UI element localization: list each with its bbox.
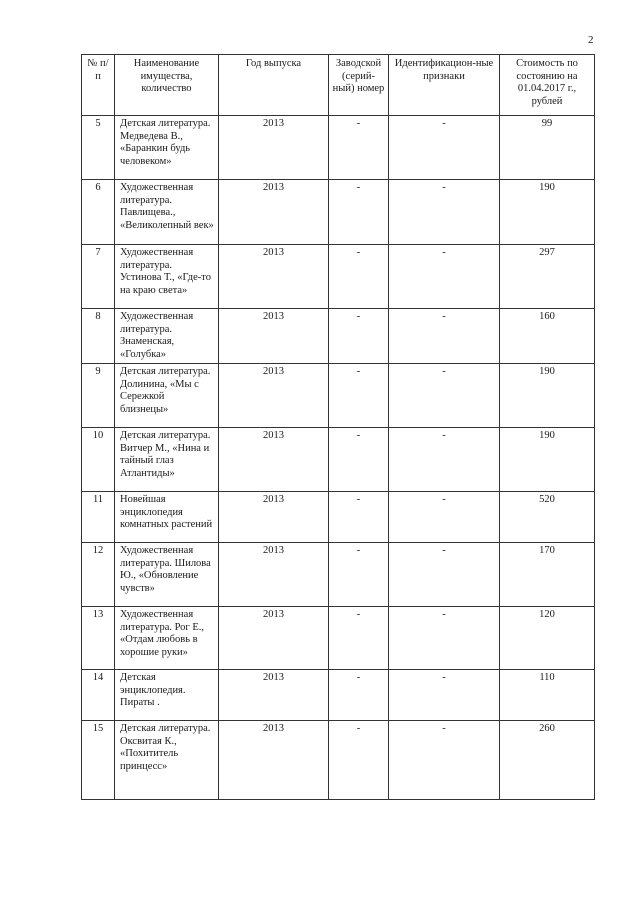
table-row xyxy=(82,180,595,245)
row-name: Художественная литература. Шилова Ю., «Обновление чувств» xyxy=(115,543,219,607)
row-year: 2013 xyxy=(219,180,329,245)
row-ident: - xyxy=(389,607,500,670)
col-header-ident: Идентификацион-ные признаки xyxy=(389,55,500,116)
row-serial: - xyxy=(329,364,389,428)
row-year: 2013 xyxy=(219,116,329,180)
row-year: 2013 xyxy=(219,428,329,492)
row-ident: - xyxy=(389,364,500,428)
row-year: 2013 xyxy=(219,309,329,364)
row-number: 11 xyxy=(82,492,115,543)
table-header-row xyxy=(82,55,595,116)
row-serial: - xyxy=(329,543,389,607)
row-cost: 520 xyxy=(500,492,595,543)
col-header-name: Наименование имущества, количество xyxy=(115,55,219,116)
row-serial: - xyxy=(329,428,389,492)
row-ident: - xyxy=(389,116,500,180)
row-serial: - xyxy=(329,245,389,309)
row-serial: - xyxy=(329,492,389,543)
row-name: Художественная литература. Знаменская, «Голубка» xyxy=(115,309,219,364)
row-ident: - xyxy=(389,245,500,309)
row-year: 2013 xyxy=(219,670,329,721)
row-name: Новейшая энциклопедия комнатных растений xyxy=(115,492,219,543)
table-row xyxy=(82,670,595,721)
row-year: 2013 xyxy=(219,245,329,309)
row-year: 2013 xyxy=(219,721,329,800)
table-row xyxy=(82,309,595,364)
row-ident: - xyxy=(389,428,500,492)
row-cost: 190 xyxy=(500,364,595,428)
row-year: 2013 xyxy=(219,492,329,543)
table-row xyxy=(82,364,595,428)
col-header-cost: Стоимость по состоянию на 01.04.2017 г., рублей xyxy=(500,55,595,116)
row-number: 13 xyxy=(82,607,115,670)
row-serial: - xyxy=(329,721,389,800)
row-name: Детская литература. Витчер М., «Нина и тайный глаз Атлантиды» xyxy=(115,428,219,492)
row-cost: 110 xyxy=(500,670,595,721)
row-cost: 297 xyxy=(500,245,595,309)
row-cost: 190 xyxy=(500,180,595,245)
table-row xyxy=(82,721,595,800)
row-name: Детская литература. Медведева В., «Баранкин будь человеком» xyxy=(115,116,219,180)
table-row xyxy=(82,245,595,309)
row-number: 12 xyxy=(82,543,115,607)
row-ident: - xyxy=(389,670,500,721)
row-ident: - xyxy=(389,309,500,364)
row-year: 2013 xyxy=(219,607,329,670)
col-header-serial: Заводской (серий-ный) номер xyxy=(329,55,389,116)
row-serial: - xyxy=(329,607,389,670)
row-number: 9 xyxy=(82,364,115,428)
table-row xyxy=(82,428,595,492)
property-table xyxy=(81,54,595,800)
row-serial: - xyxy=(329,116,389,180)
col-header-year: Год выпуска xyxy=(219,55,329,116)
row-name: Художественная литература. Рог Е., «Отдам любовь в хорошие руки» xyxy=(115,607,219,670)
row-cost: 260 xyxy=(500,721,595,800)
row-serial: - xyxy=(329,670,389,721)
row-cost: 99 xyxy=(500,116,595,180)
row-cost: 160 xyxy=(500,309,595,364)
row-ident: - xyxy=(389,543,500,607)
row-number: 14 xyxy=(82,670,115,721)
row-serial: - xyxy=(329,180,389,245)
row-cost: 170 xyxy=(500,543,595,607)
row-name: Художественная литература. Павлищева., «Великолепный век» xyxy=(115,180,219,245)
row-cost: 120 xyxy=(500,607,595,670)
row-year: 2013 xyxy=(219,364,329,428)
row-ident: - xyxy=(389,180,500,245)
row-serial: - xyxy=(329,309,389,364)
table-row xyxy=(82,116,595,180)
table-row xyxy=(82,492,595,543)
row-ident: - xyxy=(389,492,500,543)
row-number: 10 xyxy=(82,428,115,492)
row-number: 15 xyxy=(82,721,115,800)
row-name: Детская литература. Долинина, «Мы с Сережкой близнецы» xyxy=(115,364,219,428)
row-name: Детская литература. Оксвитая К., «Похититель принцесс» xyxy=(115,721,219,800)
row-number: 5 xyxy=(82,116,115,180)
page-number: 2 xyxy=(588,34,594,46)
row-number: 8 xyxy=(82,309,115,364)
col-header-number: № п/п xyxy=(82,55,115,116)
row-name: Детская энциклопедия. Пираты . xyxy=(115,670,219,721)
row-year: 2013 xyxy=(219,543,329,607)
row-cost: 190 xyxy=(500,428,595,492)
row-number: 7 xyxy=(82,245,115,309)
row-number: 6 xyxy=(82,180,115,245)
table-row xyxy=(82,607,595,670)
row-name: Художественная литература. Устинова Т., «Где-то на краю света» xyxy=(115,245,219,309)
table-row xyxy=(82,543,595,607)
row-ident: - xyxy=(389,721,500,800)
